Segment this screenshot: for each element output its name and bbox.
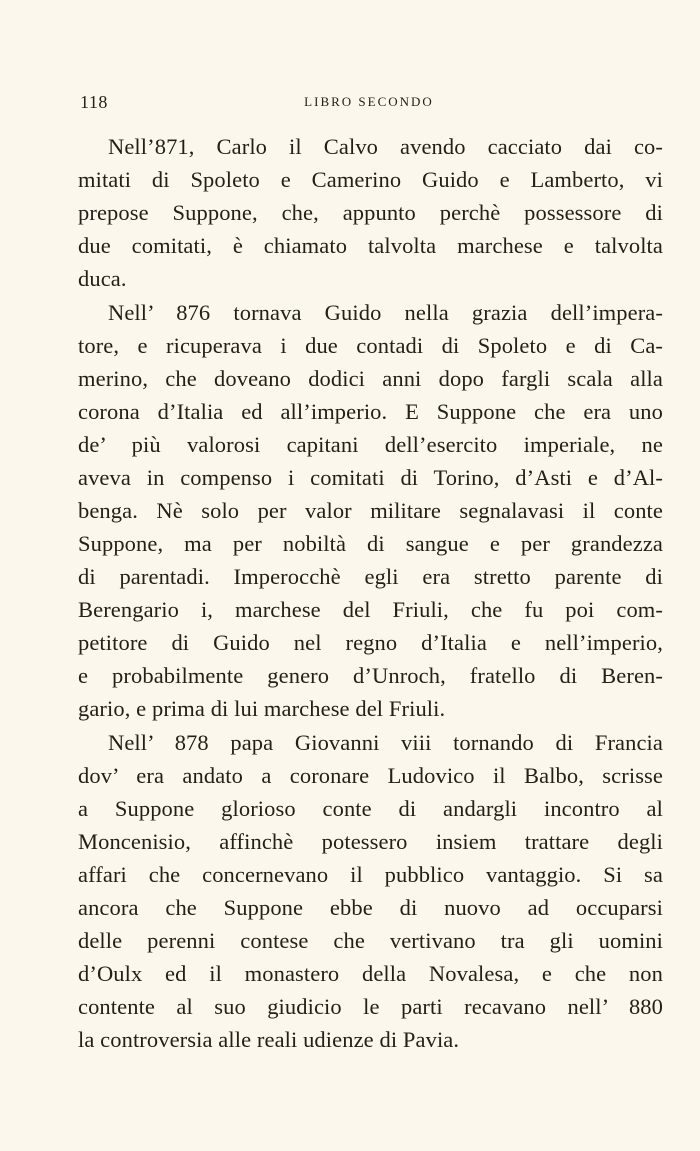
text-line: dov’ era andato a coronare Ludovico il Balbo, scrisse <box>78 763 663 788</box>
text-line: prepose Suppone, che, appunto perchè possessore di <box>78 200 663 225</box>
text-line: d’Oulx ed il monastero della Novalesa, e che non <box>78 961 663 986</box>
text-line: gario, e prima di lui marchese del Friuli. <box>78 696 446 721</box>
text-line: di parentadi. Imperocchè egli era stretto parente di <box>78 564 663 589</box>
text-line: aveva in compenso i comitati di Torino, d’Asti e d’Al- <box>78 465 663 490</box>
text-line: Nell’ 878 papa Giovanni viii tornando di Francia <box>108 730 663 755</box>
running-head: LIBRO SECONDO <box>304 94 434 109</box>
page-header <box>78 92 660 116</box>
paragraph-1 <box>78 130 663 295</box>
text-line: e probabilmente genero d’Unroch, fratello di Beren- <box>78 663 663 688</box>
text-line: benga. Nè solo per valor militare segnalavasi il conte <box>78 498 663 523</box>
text-line: mitati di Spoleto e Camerino Guido e Lamberto, vi <box>78 167 663 192</box>
text-line: due comitati, è chiamato talvolta marchese e talvolta <box>78 233 663 258</box>
text-line: ancora che Suppone ebbe di nuovo ad occuparsi <box>78 895 663 920</box>
text-line: corona d’Italia ed all’imperio. E Suppone che era uno <box>78 399 663 424</box>
text-line: Nell’871, Carlo il Calvo avendo cacciato dai co- <box>108 134 663 159</box>
paragraph-3 <box>78 726 663 1056</box>
text-line: a Suppone glorioso conte di andargli incontro al <box>78 796 663 821</box>
text-line: Moncenisio, affinchè potessero insiem trattare degli <box>78 829 663 854</box>
page-number: 118 <box>80 92 108 112</box>
text-line: contente al suo giudicio le parti recavano nell’ 880 <box>78 994 663 1019</box>
body-text <box>78 130 663 1056</box>
paragraph-2 <box>78 296 663 725</box>
text-line: merino, che doveano dodici anni dopo fargli scala alla <box>78 366 663 391</box>
text-line: Berengario i, marchese del Friuli, che fu poi com- <box>78 597 663 622</box>
text-line: affari che concernevano il pubblico vantaggio. Si sa <box>78 862 663 887</box>
text-line: de’ più valorosi capitani dell’esercito imperiale, ne <box>78 432 663 457</box>
text-line: delle perenni contese che vertivano tra gli uomini <box>78 928 663 953</box>
text-line: la controversia alle reali udienze di Pavia. <box>78 1027 460 1052</box>
text-line: petitore di Guido nel regno d’Italia e nell’imperio, <box>78 630 663 655</box>
text-line: Nell’ 876 tornava Guido nella grazia dell’impera- <box>108 300 663 325</box>
text-line: Suppone, ma per nobiltà di sangue e per grandezza <box>78 531 663 556</box>
text-line: tore, e ricuperava i due contadi di Spoleto e di Ca- <box>78 333 663 358</box>
text-line: duca. <box>78 266 127 291</box>
